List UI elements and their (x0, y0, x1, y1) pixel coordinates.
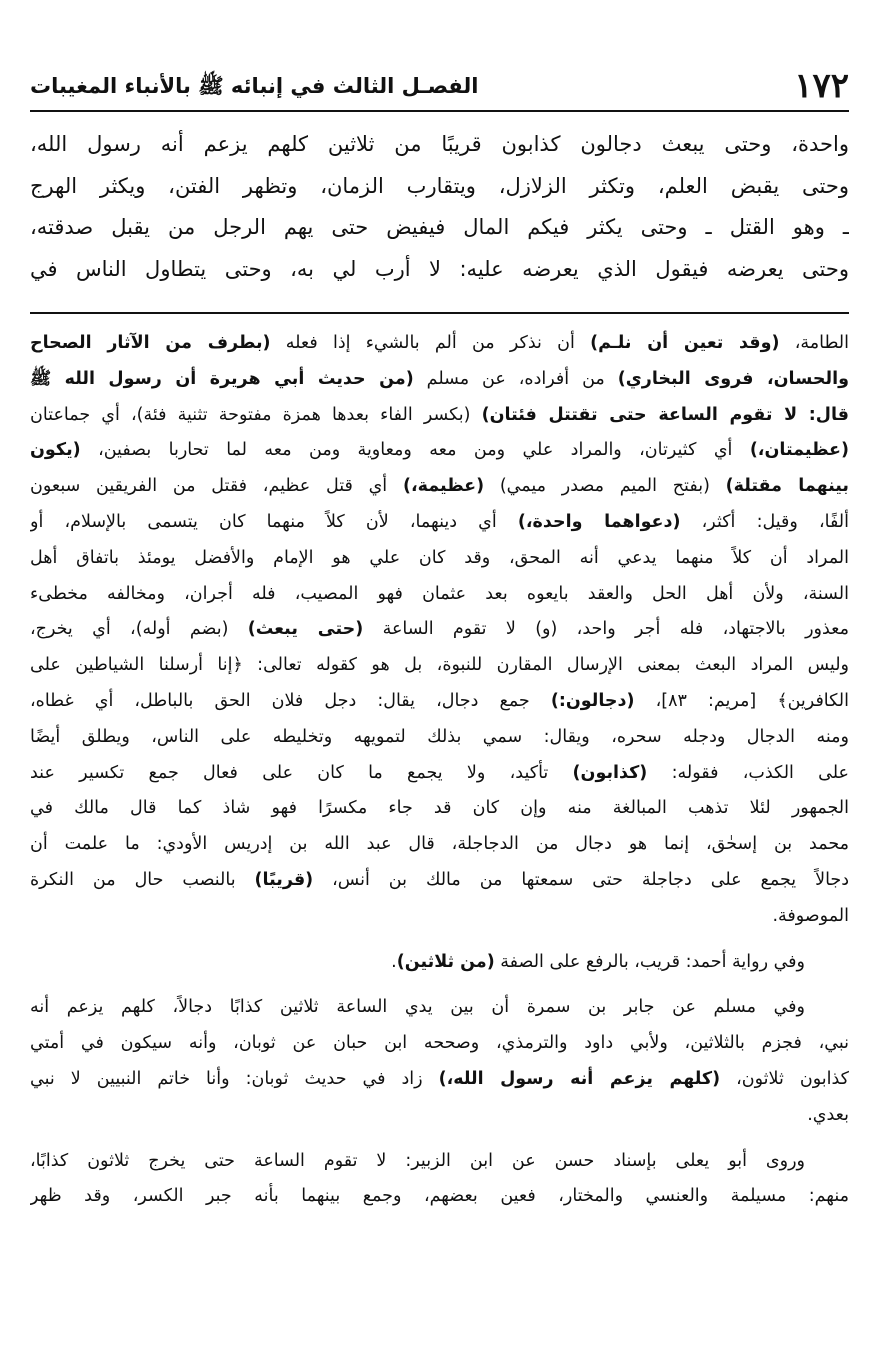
bold-phrase: (من حديث أبي هريرة أن رسول الله ﷺ (30, 368, 414, 389)
commentary-line: الموصوفة. (772, 905, 849, 926)
bold-phrase: (عظيمتان،) (749, 440, 849, 461)
commentary-line: كذابون ثلاثون، (كلهم يزعم أنه رسول الله،) زاد في حديث ثوبان: وأنا خاتم النبيين لا نبي (30, 1068, 849, 1089)
commentary-text (30, 326, 849, 1215)
commentary-line: بعدي. (807, 1104, 849, 1125)
commentary-paragraph (30, 1144, 849, 1216)
bold-phrase: (قريبًا) (254, 869, 314, 890)
bold-phrase: (عظيمة،) (402, 476, 485, 497)
commentary-line: محمد بن إسحٰق، إنما هو دجال من الدجاجلة، قال عبد الله بن إدريس الأودي: ما علمت أن (30, 834, 849, 855)
commentary-paragraph (30, 945, 849, 981)
text-line: ـ وهو القتل ـ وحتى يكثر فيكم المال فيفيض حتى يهم الرجل من يقبل صدقته، (30, 215, 849, 239)
footnote-separator (30, 312, 849, 314)
bold-phrase: (دجالون:) (550, 690, 635, 711)
bold-phrase: قال: لا تقوم الساعة حتى تقتتل فئتان) (481, 404, 849, 425)
commentary-paragraph (30, 326, 849, 935)
commentary-line: المراد أن كلاً منهما يدعي أنه المحق، وقد كان علي هو الإمام والأفضل يومئذ باتفاق أهل (30, 547, 849, 568)
bold-phrase: (من ثلاثين) (396, 951, 495, 972)
commentary-line: ومنه الدجال ودجله سحره، ويقال: سمي بذلك لتمويهه وتخليطه على الناس، ويطلق أيضًا (30, 726, 849, 747)
bold-phrase: والحسان، فروى البخاري) (617, 368, 849, 389)
running-title: الفصـل الثالث في إنبائه ﷺ بالأنباء المغيبات (30, 74, 479, 98)
commentary-line: وليس المراد البعث بمعنى الإرسال المقارن للنبوة، بل هو كقوله تعالى: ﴿إنا أرسلنا الشياطين على (30, 655, 849, 676)
bold-phrase: (كذابون) (572, 762, 648, 783)
bold-phrase: (حتى يبعث) (247, 619, 364, 640)
bold-phrase: (بطرف من الآثار الصحاح (30, 333, 271, 353)
page-header (30, 66, 849, 106)
commentary-line: معذور بالاجتهاد، فله أجر واحد، (و) لا تقوم الساعة (حتى يبعث) (بضم أوله)، أي يخرج، (30, 619, 849, 640)
commentary-line: وفي رواية أحمد: قريب، بالرفع على الصفة (من ثلاثين). (391, 951, 805, 972)
bold-phrase: (وقد تعين أن نلـم) (590, 333, 780, 353)
commentary-line: وفي مسلم عن جابر بن سمرة أن بين يدي الساعة ثلاثين كذابًا دجالاً، كلهم يزعم أنه (30, 997, 805, 1018)
header-rule (30, 110, 849, 112)
commentary-line: على الكذب، فقوله: (كذابون) تأكيد، ولا يجمع ما كان على فعال جمع تكسير عند (30, 762, 849, 783)
text-line: واحدة، وحتى يبعث دجالون كذابون قريبًا من ثلاثين كلهم يزعم أنه رسول الله، (30, 132, 849, 156)
text-line: وحتى يعرضه فيقول الذي يعرضه عليه: لا أرب لي به، وحتى يتطاول الناس في (30, 256, 849, 281)
commentary-line: والحسان، فروى البخاري) من أفراده، عن مسلم (من حديث أبي هريرة أن رسول الله ﷺ (30, 368, 849, 389)
commentary-line: دجالاً يجمع على دجاجلة حتى سمعتها من مالك بن أنس، (قريبًا) بالنصب حال من النكرة (30, 869, 849, 890)
text-line: وحتى يقبض العلم، وتكثر الزلازل، ويتقارب الزمان، وتظهر الفتن، ويكثر الهرج (30, 173, 849, 198)
commentary-line: الطامة، (وقد تعين أن نلـم) أن نذكر من ألم بالشيء إذا فعله (بطرف من الآثار الصحاح (30, 333, 849, 353)
commentary-line: بينهما مقتلة) (بفتح الميم مصدر ميمي) (عظيمة،) أي قتل عظيم، فقتل من الفريقين سبعون (30, 476, 849, 497)
commentary-line: ألفًا، وقيل: أكثر، (دعواهما واحدة،) أي دينهما، لأن كلاً منهما كان يتسمى بالإسلام، أو (30, 511, 849, 532)
bold-phrase: (دعواهما واحدة،) (517, 511, 681, 532)
page-number: ١٧٢ (794, 66, 849, 106)
commentary-line: نبي، فجزم بالثلاثين، ولأبي داود والترمذي، وصححه ابن حبان عن ثوبان، وأنه سيكون في أمتي (30, 1033, 849, 1054)
hadith-text (30, 124, 849, 290)
commentary-line: (عظيمتان،) أي كثيرتان، والمراد علي ومن معه ومعاوية ومن معه لما تحاربا بصفين، (يكون (30, 440, 849, 461)
commentary-line: وروى أبو يعلى بإسناد حسن عن ابن الزبير: لا تقوم الساعة حتى يخرج ثلاثون كذابًا، (30, 1150, 805, 1171)
commentary-paragraph (30, 990, 849, 1133)
bold-phrase: (يكون (30, 440, 81, 461)
commentary-line: الجمهور لئلا تذهب المبالغة منه وإن كان قد جاء مكسرًا فهو شاذ كما قال مالك في (30, 798, 849, 819)
bold-phrase: (كلهم يزعم أنه رسول الله،) (438, 1068, 721, 1089)
commentary-line: السنة، ولأن أهل الحل والعقد بايعوه بعد عثمان فهو المصيب، فله أجران، ومخالفه مخطىء (30, 583, 849, 604)
commentary-line: قال: لا تقوم الساعة حتى تقتتل فئتان) (بكسر الفاء بعدها همزة مفتوحة تثنية فئة)، أي جماعتان (30, 404, 849, 425)
commentary-line: منهم: مسيلمة والعنسي والمختار، فعين بعضهم، وجمع بينهما بأنه جبر الكسر، وقد ظهر (30, 1186, 849, 1207)
bold-phrase: بينهما مقتلة) (725, 476, 849, 497)
commentary-line: الكافرين﴾ [مريم: ٨٣]، (دجالون:) جمع دجال، يقال: دجل فلان الحق بالباطل، أي غطاه، (30, 690, 849, 711)
